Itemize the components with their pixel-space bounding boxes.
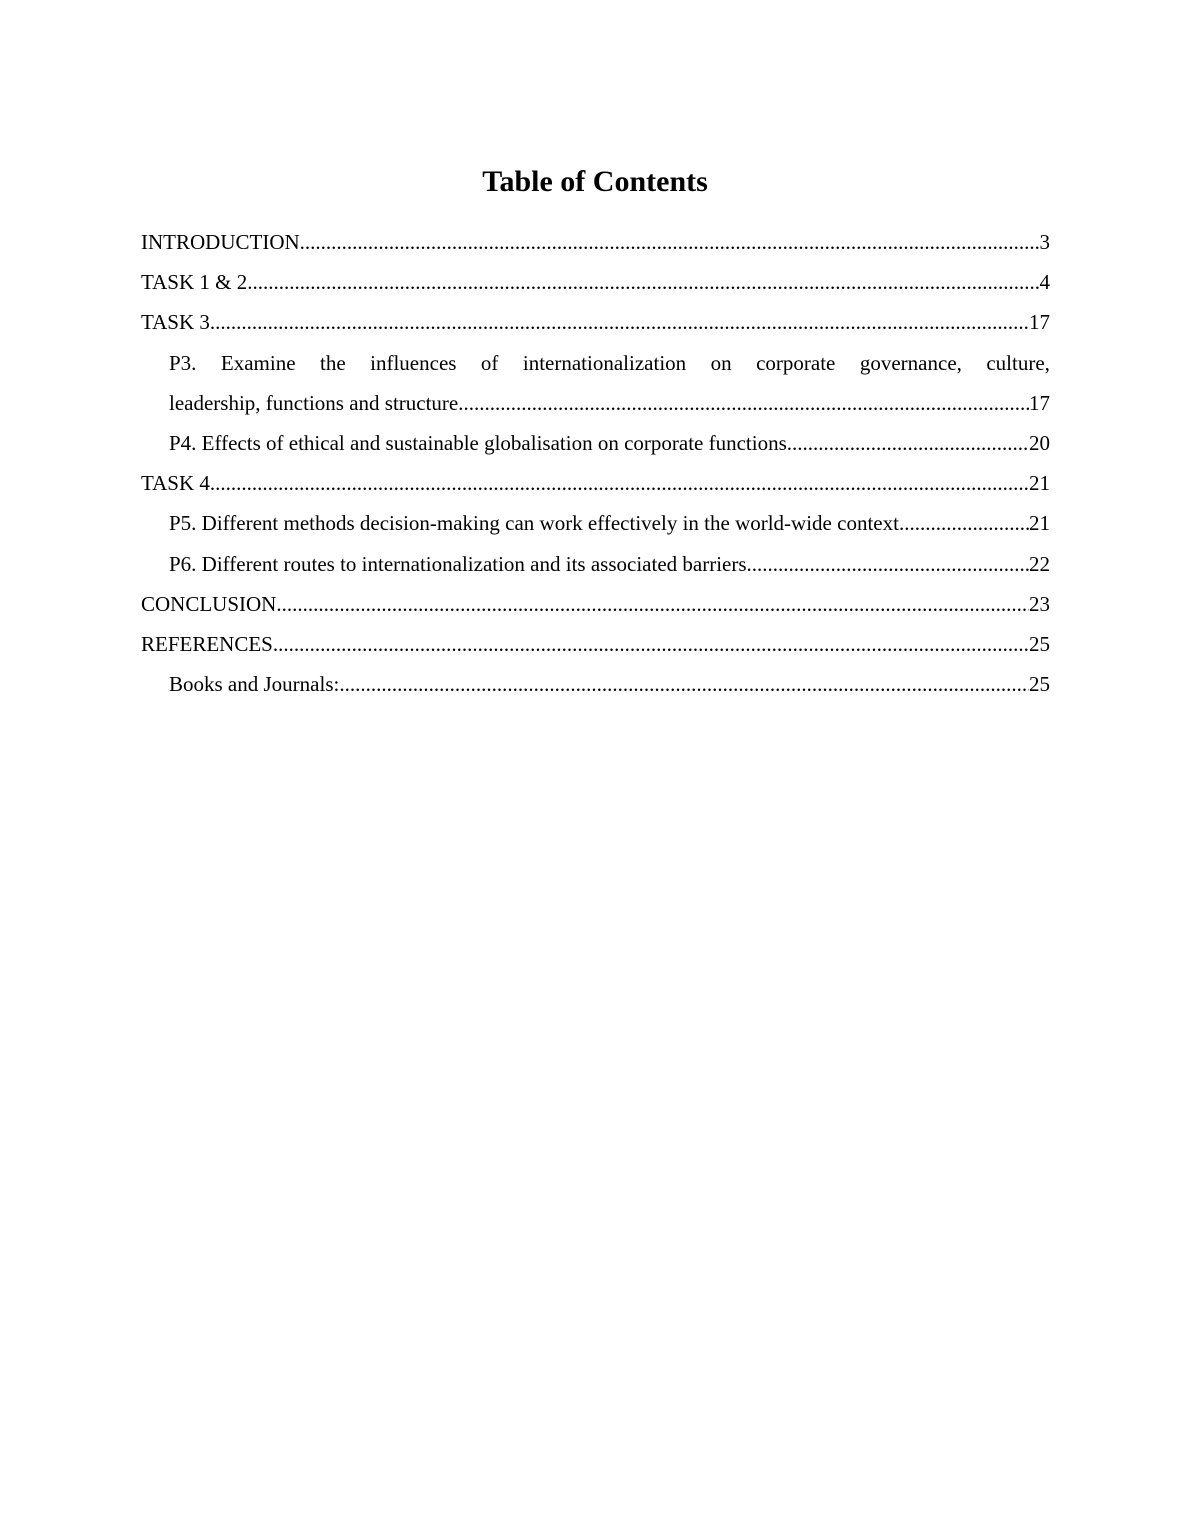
toc-entry-label: P6. Different routes to internationalization and its associated barriers	[169, 551, 747, 576]
dot-leader	[276, 584, 1029, 624]
toc-entry-introduction[interactable]	[141, 222, 1050, 262]
toc-list	[141, 222, 1050, 704]
toc-entry-references[interactable]	[141, 624, 1050, 664]
toc-entry-page: 17	[1029, 310, 1050, 335]
toc-entry-page: 22	[1029, 551, 1050, 576]
toc-title: Table of Contents	[482, 165, 708, 198]
toc-entry-word: of	[480, 350, 499, 375]
toc-entry-word: governance,	[859, 350, 962, 375]
dot-leader	[339, 664, 1029, 704]
dot-leader	[787, 423, 1029, 463]
toc-entry-label: leadership, functions and structure	[169, 390, 459, 415]
toc-entry-conclusion[interactable]	[141, 584, 1050, 624]
toc-entry-p4[interactable]	[169, 423, 1050, 463]
toc-entry-word: influences	[370, 350, 457, 375]
toc-entry-word: on	[710, 350, 732, 375]
toc-entry-p3[interactable]	[169, 343, 1050, 423]
dot-leader	[899, 503, 1029, 543]
dot-leader	[247, 262, 1039, 302]
toc-entry-word: Examine	[220, 350, 296, 375]
dot-leader	[210, 302, 1029, 342]
dot-leader	[458, 383, 1029, 423]
toc-entry-label: REFERENCES	[141, 631, 273, 656]
toc-entry-label: CONCLUSION	[141, 591, 277, 616]
toc-entry-word: P3.	[169, 350, 197, 375]
toc-entry-page: 23	[1029, 591, 1050, 616]
toc-entry-label: Books and Journals:	[169, 672, 340, 697]
toc-entry-label: TASK 4	[141, 471, 210, 496]
toc-entry-label: P4. Effects of ethical and sustainable globalisation on corporate functions	[169, 430, 787, 455]
toc-entry-p6[interactable]	[169, 544, 1050, 584]
toc-entry-p5[interactable]	[169, 503, 1050, 543]
toc-entry-page: 21	[1029, 471, 1050, 496]
dot-leader	[300, 222, 1040, 262]
toc-entry-books-journals[interactable]	[169, 664, 1050, 704]
toc-entry-word: culture,	[986, 350, 1050, 375]
dot-leader	[747, 544, 1029, 584]
toc-entry-label-line1	[169, 343, 1050, 383]
dot-leader	[210, 463, 1029, 503]
toc-entry-page: 4	[1039, 270, 1050, 295]
toc-entry-page: 20	[1029, 430, 1050, 455]
toc-entry-task-4[interactable]	[141, 463, 1050, 503]
toc-entry-task-1-2[interactable]	[141, 262, 1050, 302]
toc-entry-label: TASK 1 & 2	[141, 270, 248, 295]
toc-entry-label: TASK 3	[141, 310, 210, 335]
toc-entry-label: INTRODUCTION	[141, 230, 300, 254]
toc-entry-word: the	[320, 350, 346, 375]
toc-entry-page: 25	[1029, 672, 1050, 697]
toc-entry-page: 17	[1029, 390, 1050, 415]
toc-entry-page: 21	[1029, 511, 1050, 536]
toc-entry-label: P5. Different methods decision-making can work effectively in the world-wide context	[169, 511, 899, 536]
toc-entry-word: internationalization	[522, 350, 687, 375]
toc-entry-page: 3	[1039, 230, 1050, 254]
dot-leader	[273, 624, 1029, 664]
toc-entry-task-3[interactable]	[141, 302, 1050, 342]
toc-entry-word: corporate	[756, 350, 836, 375]
toc-entry-page: 25	[1029, 631, 1050, 656]
